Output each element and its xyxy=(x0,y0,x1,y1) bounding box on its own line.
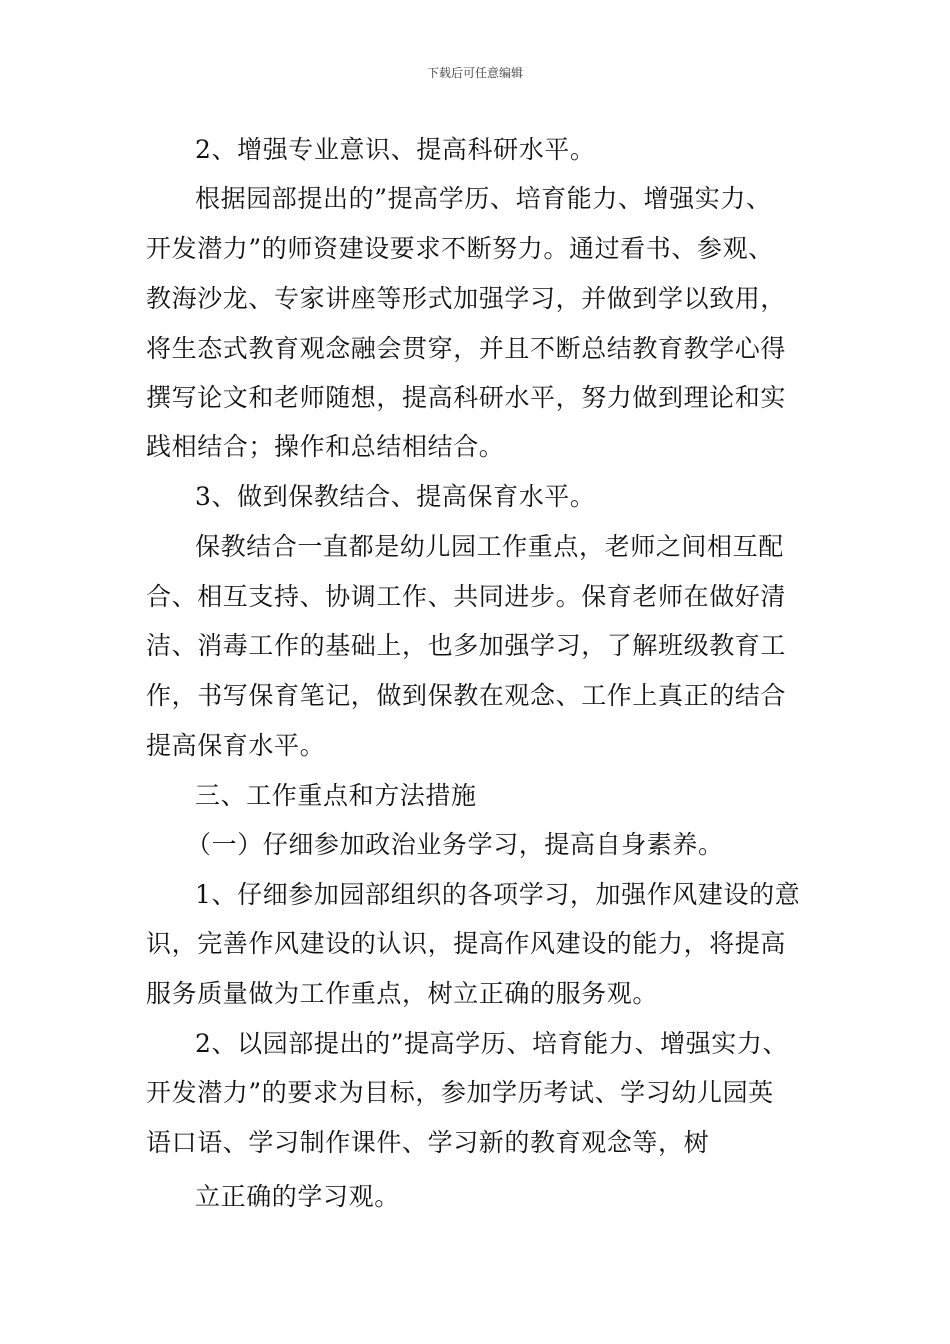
paragraph-line: 语口语、学习制作课件、学习新的教育观念等，树 xyxy=(146,1128,710,1157)
paragraph-line: 开发潜力”的要求为目标，参加学历考试、学习幼儿园英 xyxy=(146,1078,774,1107)
page-header: 下载后可任意编辑 xyxy=(426,66,523,80)
paragraph-line: 洁、消毒工作的基础上，也多加强学习，了解班级教育工 xyxy=(146,631,787,660)
paragraph-line: 立正确的学习观。 xyxy=(195,1182,400,1211)
paragraph-line: 根据园部提出的”提高学历、培育能力、增强实力、 xyxy=(195,184,772,213)
subsection-heading: （一）仔细参加政治业务学习，提高自身素养。 xyxy=(186,830,724,859)
paragraph-line: 服务质量做为工作重点，树立正确的服务观。 xyxy=(146,979,659,1008)
section-heading: 3、做到保教结合、提高保育水平。 xyxy=(195,482,596,511)
paragraph-line: 作，书写保育笔记，做到保教在观念、工作上真正的结合 xyxy=(146,681,787,710)
paragraph-line: 践相结合；操作和总结相结合。 xyxy=(146,432,505,461)
paragraph-line: 合、相互支持、协调工作、共同进步。保育老师在做好清 xyxy=(146,582,787,611)
paragraph-line: 保教结合一直都是幼儿园工作重点，老师之间相互配 xyxy=(195,532,784,561)
paragraph-line: 教海沙龙、专家讲座等形式加强学习，并做到学以致用， xyxy=(146,284,787,313)
section-heading: 2、增强专业意识、提高科研水平。 xyxy=(195,135,596,164)
paragraph-line: 将生态式教育观念融会贯穿，并且不断总结教育教学心得 xyxy=(146,334,787,363)
paragraph-line: 1、仔细参加园部组织的各项学习，加强作风建设的意 xyxy=(195,880,801,909)
paragraph-line: 撰写论文和老师随想，提高科研水平，努力做到理论和实 xyxy=(146,383,787,412)
section-heading: 三、工作重点和方法措施 xyxy=(195,781,477,810)
paragraph-line: 开发潜力”的师资建设要求不断努力。通过看书、参观、 xyxy=(146,234,774,263)
paragraph-line: 提高保育水平。 xyxy=(146,731,326,760)
paragraph-line: 2、以园部提出的”提高学历、培育能力、增强实力、 xyxy=(195,1029,789,1058)
paragraph-line: 识，完善作风建设的认识，提高作风建设的能力，将提高 xyxy=(146,929,787,958)
